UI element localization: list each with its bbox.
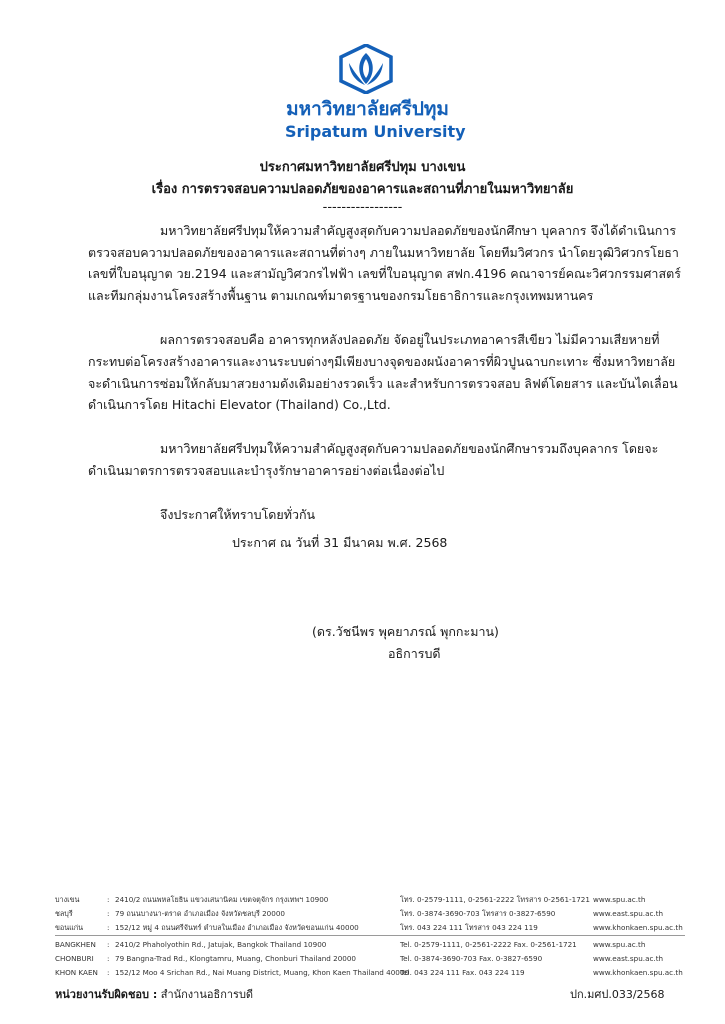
announcement-date: ประกาศ ณ วันที่ 31 มีนาคม พ.ศ. 2568 [232, 535, 448, 550]
campus-website-link[interactable]: www.spu.ac.th [593, 940, 646, 949]
separator-colon: : [107, 923, 110, 932]
university-name-thai: มหาวิทยาลัยศรีปทุม [286, 98, 449, 120]
separator-colon: : [107, 909, 110, 918]
campus-phone: Tel. 043 224 111 Fax. 043 224 119 [400, 968, 525, 977]
campus-website-link[interactable]: www.spu.ac.th [593, 895, 646, 904]
campus-website-link[interactable]: www.east.spu.ac.th [593, 954, 664, 963]
campus-name: ขอนแก่น [55, 923, 84, 932]
campus-phone: Tel. 0-2579-1111, 0-2561-2222 Fax. 0-2561-1721 [400, 940, 577, 949]
paragraph-line: ดำเนินการโดย Hitachi Elevator (Thailand) Co.,Ltd. [88, 397, 391, 412]
campus-address: 152/12 Moo 4 Srichan Rd., Nai Muang District, Muang, Khon Kaen Thailand 40000 [115, 968, 410, 977]
paragraph-line: ผลการตรวจสอบคือ อาคารทุกหลังปลอดภัย จัดอยู่ในประเภทอาคารสีเขียว ไม่มีความเสียหายที่ [160, 332, 660, 347]
campus-address: 2410/2 Phaholyothin Rd., Jatujak, Bangkok Thailand 10900 [115, 940, 327, 949]
separator-colon: : [107, 895, 110, 904]
campus-address: 79 ถนนบางนา-ตราด อำเภอเมือง จังหวัดชลบุรี 20000 [115, 909, 285, 918]
campus-phone: Tel. 0-3874-3690-703 Fax. 0-3827-6590 [400, 954, 543, 963]
campus-name: KHON KAEN [55, 968, 98, 977]
paragraph-line: ดำเนินมาตรการตรวจสอบและบำรุงรักษาอาคารอย่างต่อเนื่องต่อไป [88, 463, 445, 478]
paragraph-line: และทีมกลุ่มงานโครงสร้างพื้นฐาน ตามเกณฑ์มาตรฐานของกรมโยธาธิการและกรุงเทพมหานคร [88, 288, 594, 303]
campus-website-link[interactable]: www.khonkaen.spu.ac.th [593, 923, 683, 932]
campus-phone: โทร. 0-3874-3690-703 โทรสาร 0-3827-6590 [400, 909, 556, 918]
document-reference: ปก.มศป.033/2568 [570, 988, 665, 1001]
campus-name: ชลบุรี [55, 909, 73, 918]
campus-phone: โทร. 0-2579-1111, 0-2561-2222 โทรสาร 0-2561-1721 [400, 895, 590, 904]
announcement-title: ประกาศมหาวิทยาลัยศรีปทุม บางเขน [259, 160, 466, 175]
title-separator: ----------------- [322, 200, 403, 215]
campus-phone: โทร. 043 224 111 โทรสาร 043 224 119 [400, 923, 538, 932]
paragraph-line: ตรวจสอบความปลอดภัยของอาคารและสถานที่ต่างๆ ภายในมหาวิทยาลัย โดยทีมวิศวกร นำโดยวุฒิวิศวกรโยธา [88, 245, 679, 260]
campus-name: บางเขน [55, 895, 80, 904]
campus-address: 152/12 หมู่ 4 ถนนศรีจันทร์ ตำบลในเมือง อำเภอเมือง จังหวัดขอนแก่น 40000 [115, 923, 359, 932]
paragraph-line: เลขที่ใบอนุญาต วย.2194 และสามัญวิศวกรไฟฟ้า เลขที่ใบอนุญาต สฟก.4196 คณาจารย์คณะวิศวกรรมศาสตร์ [88, 266, 681, 281]
footer-divider [55, 935, 685, 936]
campus-website-link[interactable]: www.east.spu.ac.th [593, 909, 664, 918]
responsible-unit-name: สำนักงานอธิการบดี [160, 988, 254, 1001]
campus-website-link[interactable]: www.khonkaen.spu.ac.th [593, 968, 683, 977]
paragraph-line: มหาวิทยาลัยศรีปทุมให้ความสำคัญสูงสุดกับความปลอดภัยของนักศึกษา บุคลากร จึงได้ดำเนินการ [160, 223, 677, 238]
responsible-unit [55, 987, 253, 1003]
campus-name: BANGKHEN [55, 940, 96, 949]
paragraph-line: มหาวิทยาลัยศรีปทุมให้ความสำคัญสูงสุดกับความปลอดภัยของนักศึกษารวมถึงบุคลากร โดยจะ [160, 441, 659, 456]
announcement-subject: เรื่อง การตรวจสอบความปลอดภัยของอาคารและสถานที่ภายในมหาวิทยาลัย [151, 182, 574, 197]
campus-address: 79 Bangna-Trad Rd., Klongtamru, Muang, Chonburi Thailand 20000 [115, 954, 356, 963]
university-logo-icon [336, 44, 396, 94]
separator-colon: : [107, 940, 110, 949]
separator-colon: : [107, 968, 110, 977]
separator-colon: : [107, 954, 110, 963]
signatory-name: (ดร.วัชนีพร พุคยาภรณ์ พุกกะมาน) [312, 624, 499, 639]
campus-address: 2410/2 ถนนพหลโยธิน แขวงเสนานิคม เขตจตุจักร กรุงเทพฯ 10900 [115, 895, 329, 904]
responsible-label: หน่วยงานรับผิดชอบ : [55, 988, 158, 1001]
signatory-title: อธิการบดี [388, 646, 441, 661]
university-name-english: Sripatum University [285, 122, 466, 141]
closing-statement: จึงประกาศให้ทราบโดยทั่วกัน [160, 507, 316, 522]
paragraph-line: กระทบต่อโครงสร้างอาคารและงานระบบต่างๆมีเพียงบางจุดของผนังอาคารที่ผิวปูนฉาบกะเทาะ ซึ่งมหาวิทยาลัย [88, 354, 676, 369]
campus-name: CHONBURI [55, 954, 94, 963]
paragraph-line: จะดำเนินการซ่อมให้กลับมาสวยงามดังเดิมอย่างรวดเร็ว และสำหรับการตรวจสอบ ลิฟต์โดยสาร และบันไดเลื่อน [88, 376, 678, 391]
